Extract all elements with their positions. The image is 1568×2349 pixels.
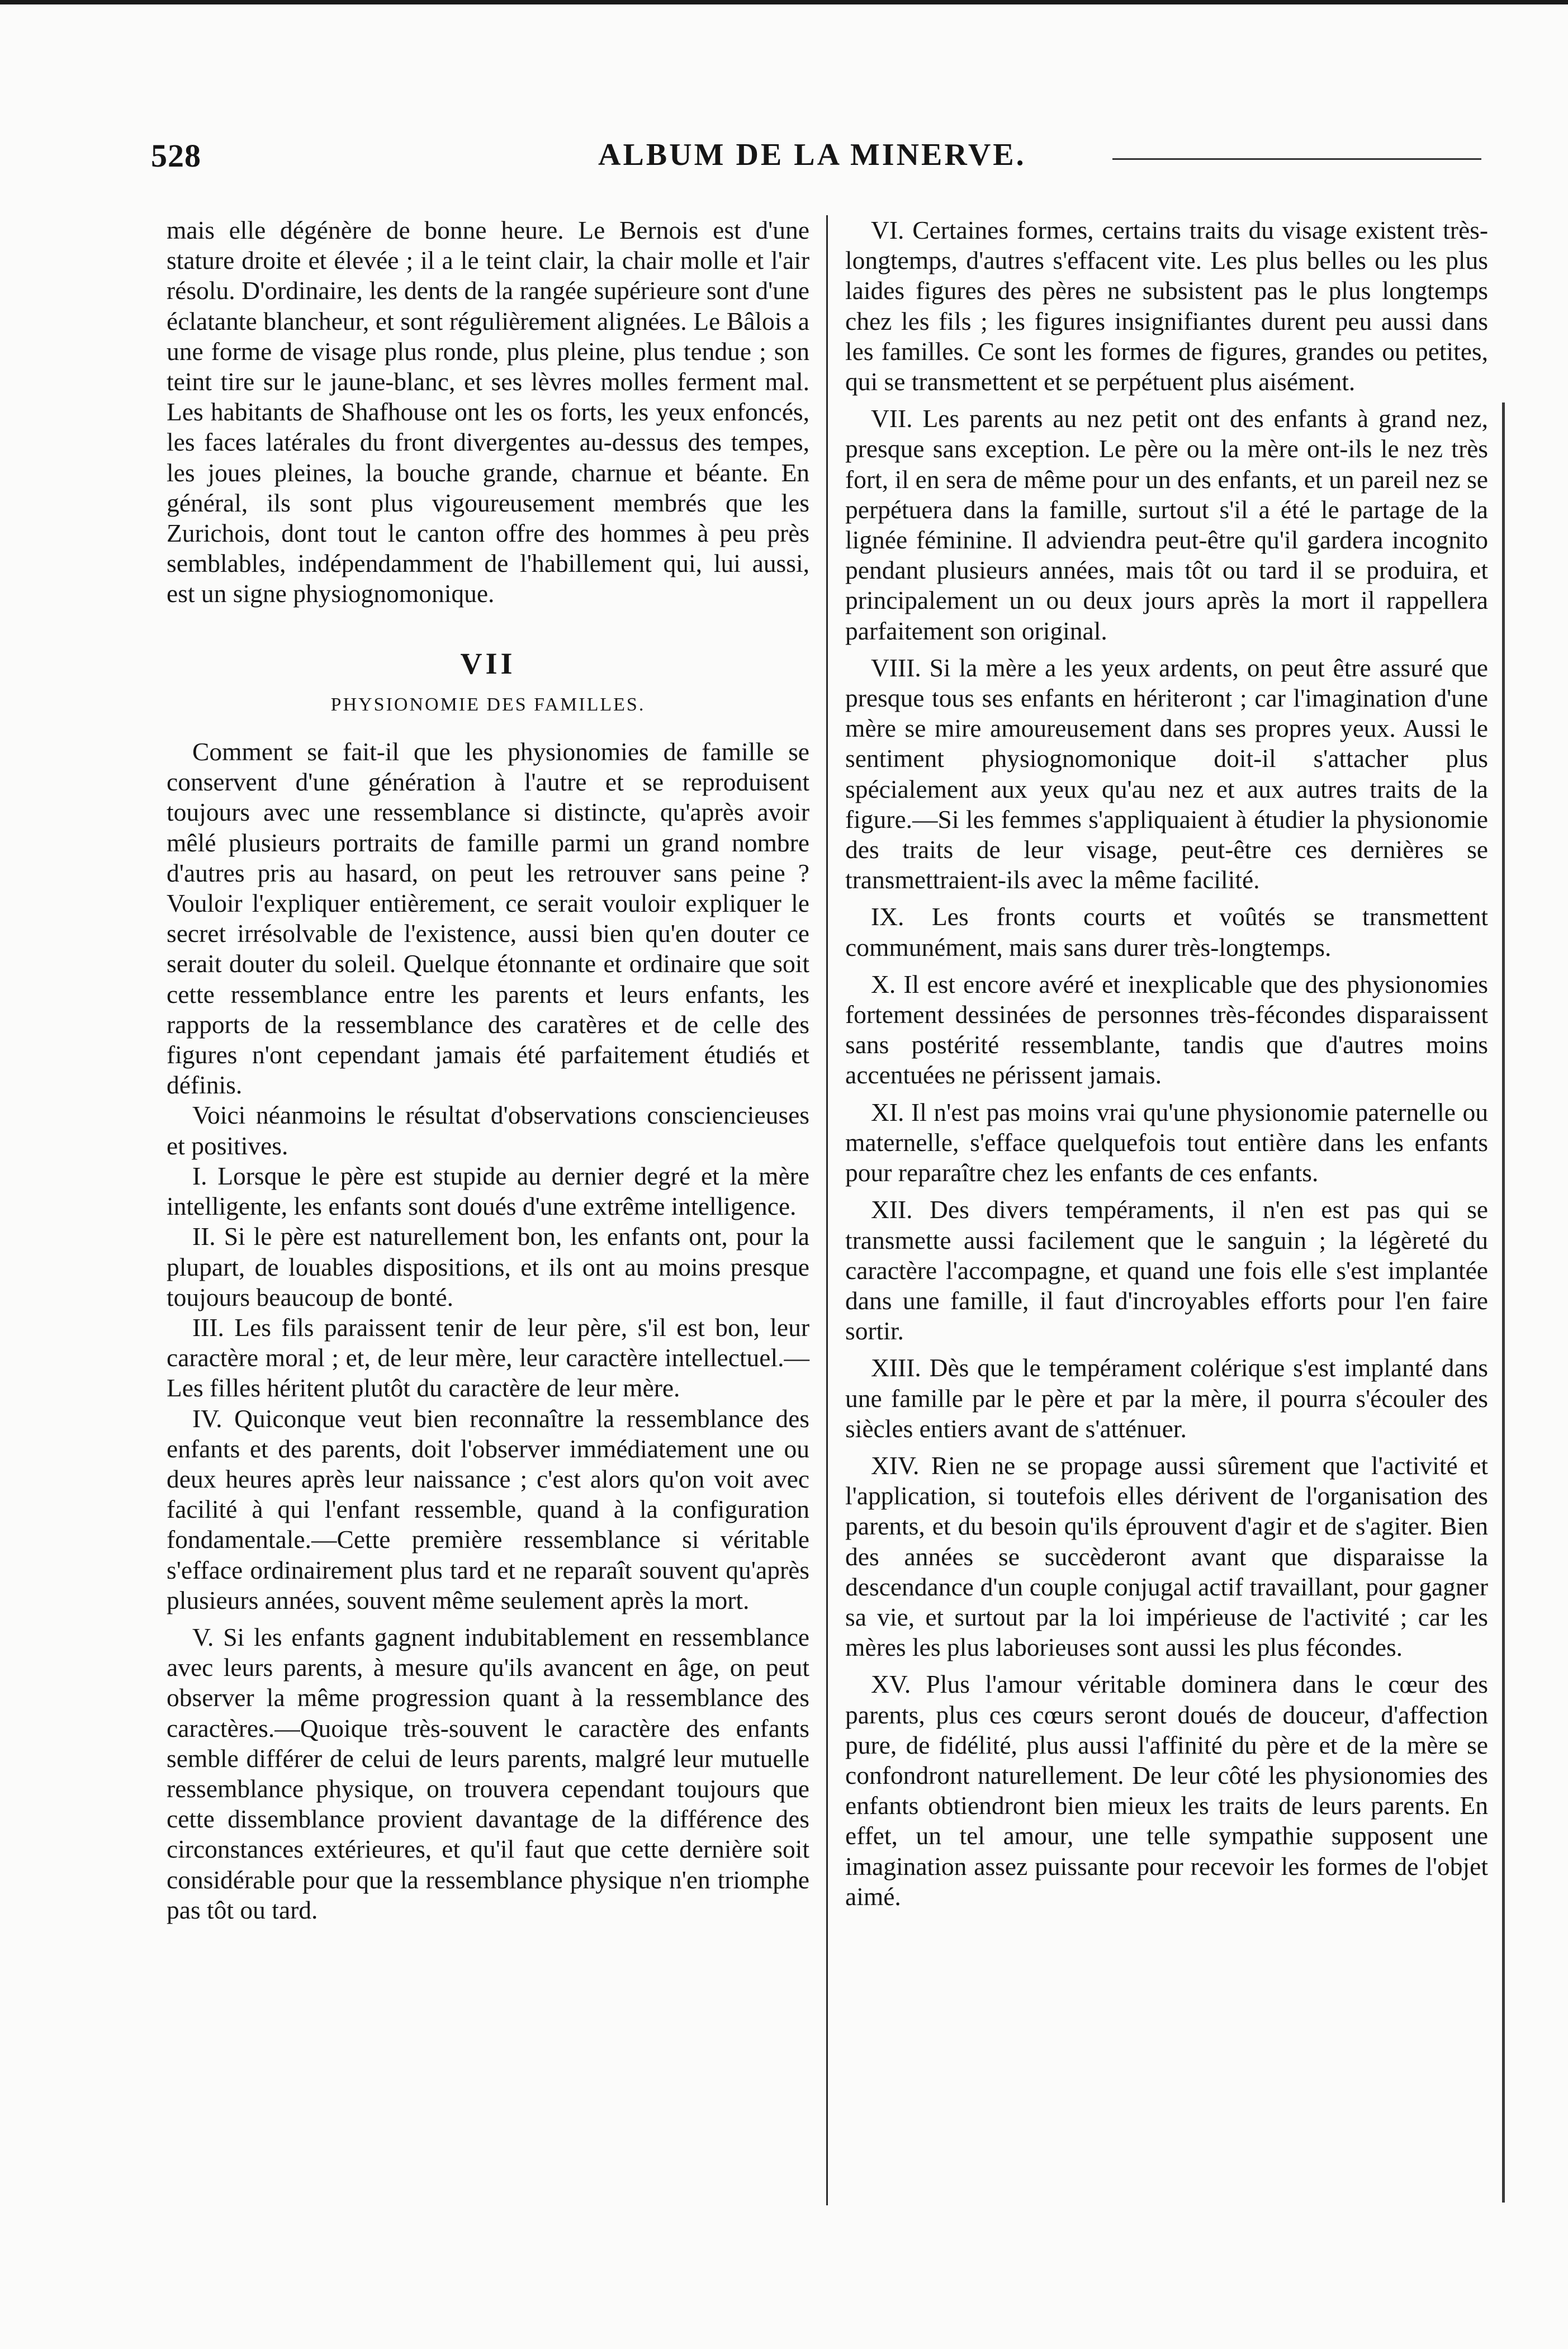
list-item-xi: XI. Il n'est pas moins vrai qu'une physionomie paternelle ou maternelle, s'efface quelquefois tout entière dans les enfants pour reparaître chez les enfants de ces enfants. <box>845 1097 1488 1187</box>
list-item-iv: IV. Quiconque veut bien reconnaître la ressemblance des enfants et des parents, doit l'observer immédiatement une ou deux heures après leur naissance ; c'est alors qu'on voit avec facilité à qui l'enfant ressemble, quand à la configuration fondamentale.—Cette première ressemblance si véritable s'efface ordinairement plus tard et ne reparaît souvent qu'après plusieurs années, souvent même seulement après la mort. <box>167 1404 809 1614</box>
running-title: ALBUM DE LA MINERVE. <box>598 138 1026 172</box>
list-item-xiii: XIII. Dès que le tempérament colérique s'est implanté dans une famille par le père et par la mère, il pourra s'écouler des siècles entiers avant de s'atténuer. <box>845 1353 1488 1443</box>
list-item-iii: III. Les fils paraissent tenir de leur père, s'il est bon, leur caractère moral ; et, de leur mère, leur caractère intellectuel.—Les filles héritent plutôt du caractère de leur mère. <box>167 1313 809 1403</box>
list-item-vii: VII. Les parents au nez petit ont des enfants à grand nez, presque sans exception. Le père ou la mère ont-ils le nez très fort, il en sera de même pour un des enfants, et un pareil nez se perpétuera dans la famille, surtout s'il a été le partage de la lignée féminine. Il adviendra peut-être qu'il gardera incognito pendant plusieurs années, mais tôt ou tard il se produira, et principalement un ou deux jours après la mort il rappellera parfaitement son original. <box>845 404 1488 645</box>
list-item-x: X. Il est encore avéré et inexplicable que des physionomies fortement dessinées de personnes très-fécondes disparaissent sans postérité ressemblante, tandis que d'autres moins accentuées ne périssent jamais. <box>845 969 1488 1090</box>
list-item-i: I. Lorsque le père est stupide au dernier degré et la mère intelligente, les enfants sont doués d'une extrême intelligence. <box>167 1161 809 1221</box>
list-item-xv: XV. Plus l'amour véritable dominera dans le cœur des parents, plus ces cœurs seront doués de douceur, d'affection pure, de fidélité, plus aussi l'affinité du père et de la mère se confondront naturellement. De leur côté les physionomies des enfants obtiendront bien mieux les traits de leurs parents. En effet, un tel amour, une telle sympathie supposent une imagination assez puissante pour recevoir les formes de l'objet aimé. <box>845 1670 1488 1911</box>
page-number: 528 <box>151 138 201 174</box>
right-column <box>845 215 1488 1912</box>
list-item-ii: II. Si le père est naturellement bon, les enfants ont, pour la plupart, de louables dispositions, et ils ont au moins presque toujours beaucoup de bonté. <box>167 1222 809 1311</box>
paragraph-observations: Voici néanmoins le résultat d'observations consciencieuses et positives. <box>167 1101 809 1160</box>
list-item-xiv: XIV. Rien ne se propage aussi sûrement que l'activité et l'application, si toutefois elles dérivent de l'organisation des parents, et du besoin qu'ils éprouvent d'agir et de s'agiter. Bien des années se succèderont avant que disparaisse la descendance d'un couple conjugal actif travaillant, pour gagner sa vie, et surtout par la loi impérieuse de l'activité ; car les mères les plus laborieuses sont aussi les plus fécondes. <box>845 1451 1488 1662</box>
list-item-vi: VI. Certaines formes, certains traits du visage existent très-longtemps, d'autres s'effacent vite. Les plus belles ou les plus laides figures des pères ne subsistent pas le plus longtemps chez les fils ; les figures insignifiantes durent peu aussi dans les familles. Ce sont les formes de figures, grandes ou petites, qui se transmettent et se perpétuent plus aisément. <box>845 216 1488 396</box>
paragraph-intro: Comment se fait-il que les physionomies de famille se conservent d'une génération à l'autre et se reproduisent toujours avec une ressemblance si distincte, qu'après avoir mêlé plusieurs portraits de famille parmi un grand nombre d'autres pris au hasard, on peut les retrouver sans peine ? Vouloir l'expliquer entièrement, ce serait vouloir expliquer le secret irrésolvable de l'existence, aussi bien qu'en douter ce serait douter du soleil. Quelque étonnante et ordinaire que soit cette ressemblance entre les parents et leurs enfants, les rapports de la ressemblance des caratères et de celle des figures n'ont cependant jamais été parfaitement étudiés et définis. <box>167 737 809 1100</box>
section-number: VII <box>460 646 516 680</box>
left-column <box>167 215 809 1925</box>
list-item-xii: XII. Des divers tempéraments, il n'en est pas qui se transmette aussi facilement que le sanguin ; la légèreté du caractère l'accompagne, et quand une fois elle s'est implantée dans une famille, il faut d'incroyables efforts pour l'en faire sortir. <box>845 1195 1488 1346</box>
column-divider <box>826 215 828 2205</box>
header-rule <box>1112 158 1481 160</box>
list-item-ix: IX. Les fronts courts et voûtés se transmettent communément, mais sans durer très-longtemps. <box>845 902 1488 962</box>
paragraph-continuation: mais elle dégénère de bonne heure. Le Bernois est d'une stature droite et élevée ; il a le teint clair, la chair molle et l'air résolu. D'ordinaire, les dents de la rangée supérieure sont d'une éclatante blancheur, et sont régulièrement alignées. Le Bâlois a une forme de visage plus ronde, plus pleine, plus tendue ; son teint tire sur le jaune-blanc, et ses lèvres molles ferment mal. Les habitants de Shafhouse ont les os forts, les yeux enfoncés, les faces latérales du front divergentes au-dessus des tempes, les joues pleines, la bouche grande, charnue et béante. En général, ils sont plus vigoureusement membrés que les Zurichois, dont tout le canton offre des hommes à peu près semblables, indépendamment de l'habillement qui, lui aussi, est un signe physiognomonique. <box>167 216 809 608</box>
page-edge-rule <box>1502 402 1505 2203</box>
list-item-viii: VIII. Si la mère a les yeux ardents, on peut être assuré que presque tous ses enfants en hériteront ; car l'imagination d'une mère se mire amoureusement dans ses propres yeux. Aussi le sentiment physiognomonique doit-il s'attacher plus spécialement aux yeux qu'au nez et aux autres traits de la figure.—Si les femmes s'appliquaient à étudier la physionomie des traits de leur visage, peut-être ces dernières se transmettraient-ils avec la même facilité. <box>845 653 1488 894</box>
list-item-v: V. Si les enfants gagnent indubitablement en ressemblance avec leurs parents, à mesure qu'ils avancent en âge, on peut observer la même progression quant à la ressemblance des caractères.—Quoique très-souvent le caractère des enfants semble différer de celui de leurs parents, malgré leur mutuelle ressemblance physique, on trouvera cependant toujours que cette dissemblance provient davantage de la différence des circonstances extérieures, et qu'il faut que cette dernière soit considérable pour que la ressemblance physique n'en triomphe pas tôt ou tard. <box>167 1622 809 1924</box>
top-border-rule <box>0 0 1568 4</box>
section-title: PHYSIONOMIE DES FAMILLES. <box>330 694 646 715</box>
page-header <box>151 137 1470 182</box>
